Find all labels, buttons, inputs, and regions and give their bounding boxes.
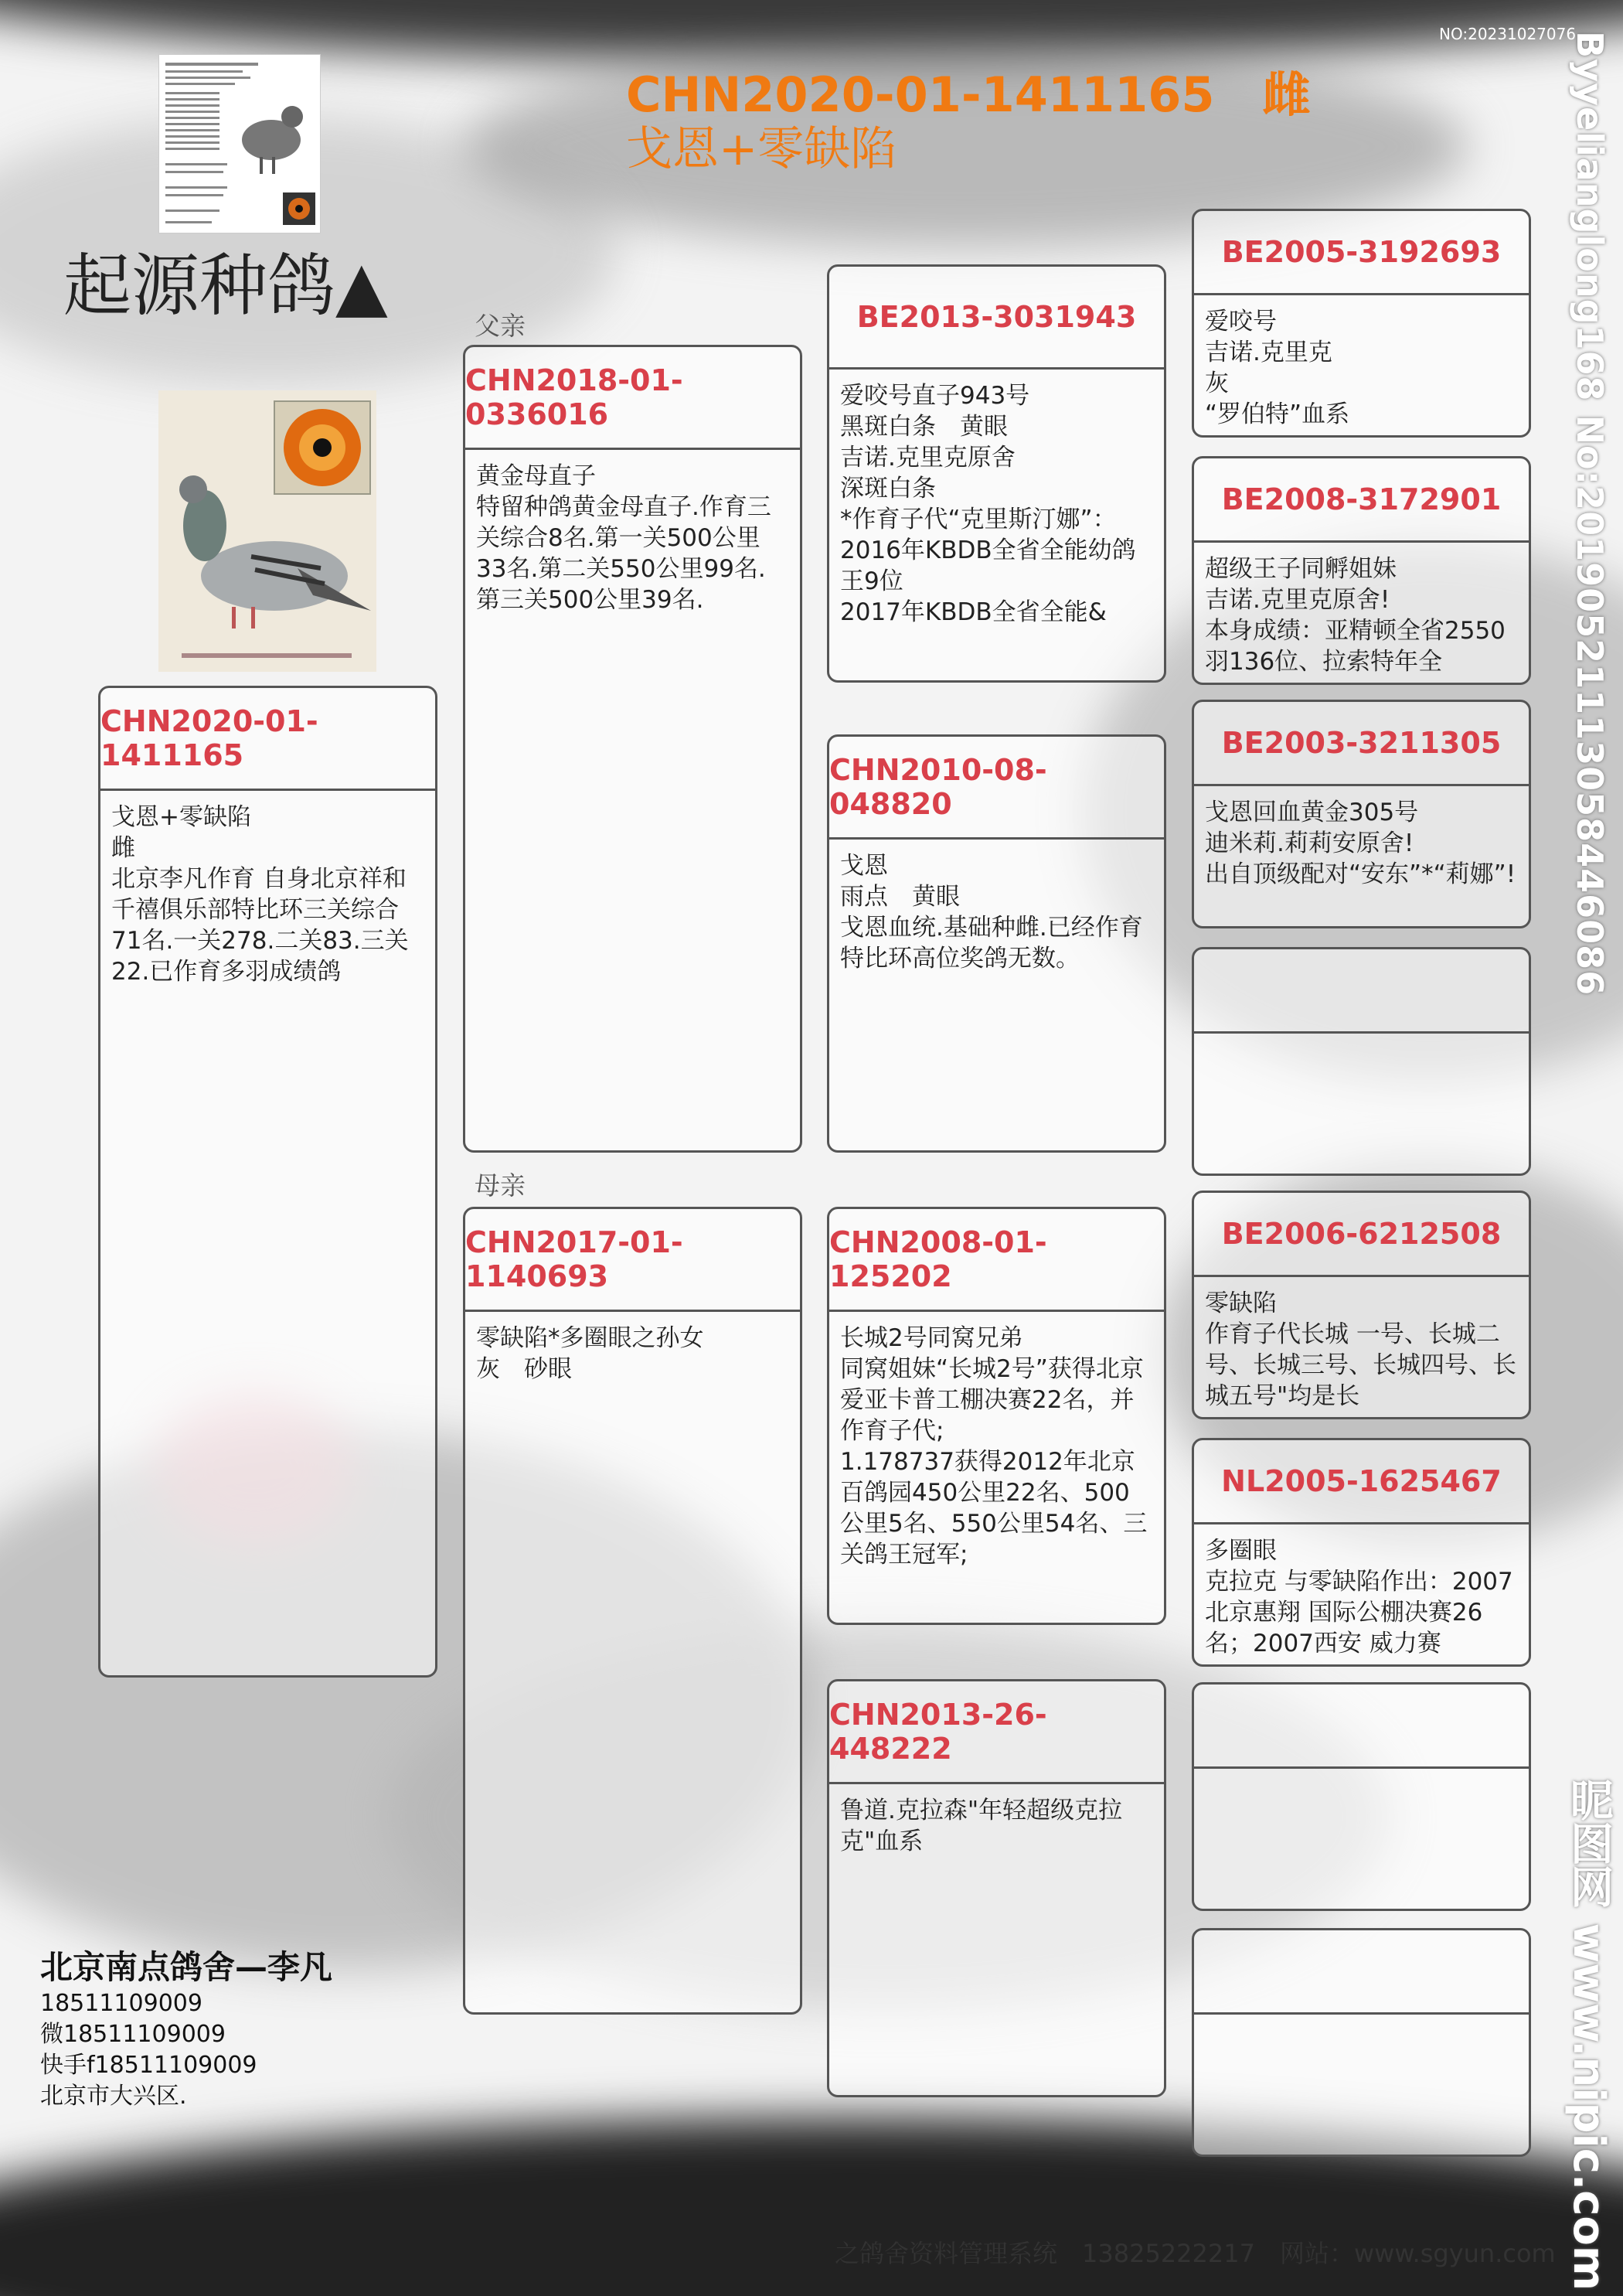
father-ring: CHN2018-01-0336016 xyxy=(465,347,800,450)
great-grandparent-ring xyxy=(1194,1685,1529,1769)
great-grandparent-ring xyxy=(1194,949,1529,1034)
great-grandparent-card xyxy=(1192,700,1531,928)
father-label: 父亲 xyxy=(475,311,526,341)
watermark-text: Byyelianglong168 No:20190521113058446086 xyxy=(1569,31,1611,996)
great-grandparent-details xyxy=(1194,2015,1529,2036)
page-title xyxy=(626,68,1311,176)
great-grandparent-details: 多圈眼 克拉克 与零缺陷作出：2007北京惠翔 国际公棚决赛26名；2007西安 威力赛 xyxy=(1205,1537,1513,1657)
great-grandparent-ring: BE2008-3172901 xyxy=(1194,458,1529,543)
grandparent-details: 戈恩 雨点 黄眼 戈恩血统.基础种雌.已经作育特比环高位奖鸽无数。 xyxy=(840,852,1143,973)
grandparent-details: 爱咬号直子943号 黑斑白条 黄眼 吉诺.克里克原舍 深斑白条 *作育子代“克里斯汀娜”：2016年KBDB全省全能幼鸽王9位 2017年KBDB全省全能& xyxy=(840,382,1136,626)
mother-label: 母亲 xyxy=(475,1170,526,1201)
great-grandparent-details xyxy=(1194,1034,1529,1055)
grandparent-card xyxy=(827,1207,1166,1625)
grandparent-ring: CHN2010-08-048820 xyxy=(829,737,1164,840)
great-grandparent-card xyxy=(1192,1682,1531,1911)
grandparent-card xyxy=(827,264,1166,683)
grandparent-ring: BE2013-3031943 xyxy=(829,267,1164,370)
father-card xyxy=(463,345,802,1153)
grandparent-details: 长城2号同窝兄弟 同窝姐妹“长城2号”获得北京爱亚卡普工棚决赛22名，并作育子代; 1.178737获得2012年北京百鸽园450公里22名、500公里5名、550公里54名、三关鸽王冠军; xyxy=(840,1324,1148,1569)
subject-card xyxy=(98,686,437,1678)
mother-details: 零缺陷*多圈眼之孙女 灰 砂眼 xyxy=(476,1324,704,1383)
subject-details: 戈恩+零缺陷 雌 北京李凡作育 自身北京祥和千禧俱乐部特比环三关综合71名.一关278.二关83.三关22.已作育多羽成绩鸽 xyxy=(111,803,409,986)
great-grandparent-details: 零缺陷 作育子代长城 一号、长城二 号、长城三号、长城四号、长 城五号"均是长 xyxy=(1205,1289,1516,1410)
great-grandparent-card xyxy=(1192,1438,1531,1667)
grandparent-details: 鲁道.克拉森"年轻超级克拉克"血系 xyxy=(840,1797,1123,1855)
great-grandparent-ring xyxy=(1194,1930,1529,2015)
document-number: NO:20231027076 xyxy=(1439,25,1577,43)
grandparent-card xyxy=(827,734,1166,1153)
great-grandparent-details xyxy=(1194,1769,1529,1790)
great-grandparent-details: 超级王子同孵姐妹 吉诺.克里克原舍! 本身成绩：亚精顿全省2550羽136位、拉索特年全 xyxy=(1205,555,1506,676)
loft-name: 北京南点鸽舍—李凡 xyxy=(40,1948,333,1986)
contact-block xyxy=(40,1942,332,2112)
watermark-site: 昵图网 www.nipic.com xyxy=(1563,1778,1614,2291)
great-grandparent-card xyxy=(1192,1928,1531,2157)
phone-number: 18511109009 xyxy=(40,1990,202,2017)
grandparent-ring: CHN2013-26-448222 xyxy=(829,1681,1164,1784)
great-grandparent-card xyxy=(1192,1191,1531,1419)
great-grandparent-card xyxy=(1192,209,1531,438)
grandparent-card xyxy=(827,1679,1166,2097)
footer-text: 之鸽舍资料管理系统 13825222217 网站：www.sgyun.com xyxy=(835,2239,1556,2268)
pigeon-photo xyxy=(158,390,376,672)
great-grandparent-ring: NL2005-1625467 xyxy=(1194,1440,1529,1524)
great-grandparent-ring: BE2005-3192693 xyxy=(1194,211,1529,295)
great-grandparent-card xyxy=(1192,947,1531,1176)
father-details: 黄金母直子 特留种鸽黄金母直子.作育三关综合8名.第一关500公里33名.第二关550公里99名.第三关500公里39名. xyxy=(476,462,771,614)
great-grandparent-card xyxy=(1192,456,1531,685)
great-grandparent-ring: BE2003-3211305 xyxy=(1194,702,1529,786)
certificate-thumbnail xyxy=(158,54,321,233)
title-name: 戈恩+零缺陷 xyxy=(626,122,897,176)
mother-card xyxy=(463,1207,802,2015)
wechat-id: 微18511109009 xyxy=(40,2021,226,2048)
subject-ring: CHN2020-01-1411165 xyxy=(100,688,435,791)
great-grandparent-details: 戈恩回血黄金305号 迪米莉.莉莉安原舍! 出自顶级配对“安东”*“莉娜”! xyxy=(1205,799,1516,888)
title-ring: CHN2020-01-1411165 雌 xyxy=(626,66,1311,123)
grandparent-ring: CHN2008-01-125202 xyxy=(829,1209,1164,1312)
mother-ring: CHN2017-01-1140693 xyxy=(465,1209,800,1312)
address: 北京市大兴区. xyxy=(40,2083,187,2110)
great-grandparent-ring: BE2006-6212508 xyxy=(1194,1193,1529,1277)
great-grandparent-details: 爱咬号 吉诺.克里克 灰 “罗伯特”血系 xyxy=(1205,308,1350,428)
kuaishou-id: 快手f18511109009 xyxy=(40,2052,257,2079)
origin-pigeon-label: 起源种鸽▲ xyxy=(63,246,388,325)
